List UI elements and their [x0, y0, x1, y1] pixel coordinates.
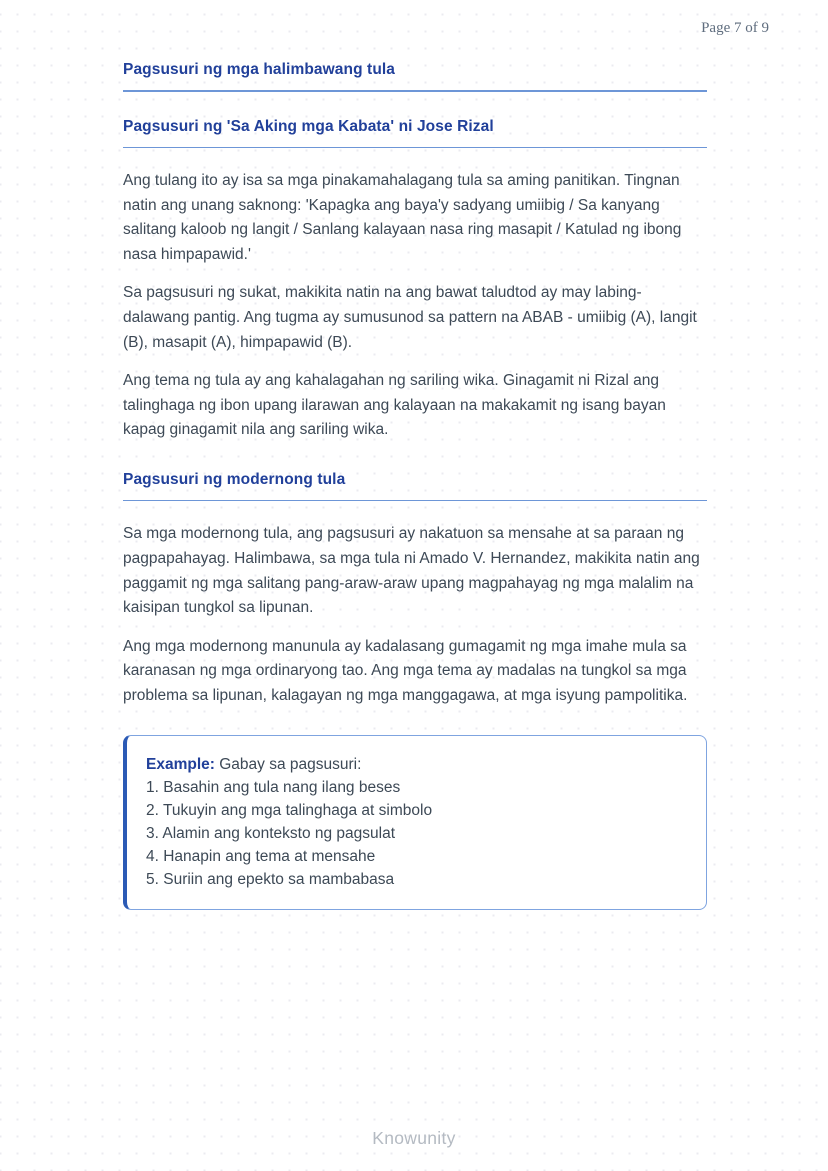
example-list-item: 5. Suriin ang epekto sa mambabasa: [146, 870, 395, 888]
section-heading-sa-aking-mga-kabata: Pagsusuri ng 'Sa Aking mga Kabata' ni Jose Rizal: [123, 117, 494, 135]
paragraph-modern-manunula: Ang mga modernong manunula ay kadalasang gumagamit ng mga imahe mula sa karanasan ng mga ordinaryong tao. Ang mga tema ay madalas na tungkol sa mga problema sa lipunan, kalagayan ng mga manggagawa, at mga isyung pampolitika.: [123, 637, 688, 704]
paragraph-rizal-tema: Ang tema ng tula ay ang kahalagahan ng sariling wika. Ginagamit ni Rizal ang talinghaga ng ibon upang ilarawan ang kalayaan na makakamit ng isang bayan kapag ginagamit nila ang sariling wika.: [123, 372, 666, 439]
example-list-item: 1. Basahin ang tula nang ilang beses: [146, 778, 401, 796]
page-number: Page 7 of 9: [701, 20, 769, 36]
example-list-item: 3. Alamin ang konteksto ng pagsulat: [146, 824, 396, 842]
footer-brand: Knowunity: [372, 1128, 456, 1148]
heading-rule: [123, 147, 707, 149]
document-content: [123, 0, 707, 910]
section-heading-modernong-tula: Pagsusuri ng modernong tula: [123, 470, 346, 488]
paragraph-rizal-intro: Ang tulang ito ay isa sa mga pinakamahalagang tula sa aming panitikan. Tingnan natin ang unang saknong: 'Kapagka ang baya'y sadyang umiibig / Sa kanyang salitang kaloob ng langit / Sanlang kalayaan nasa ring masapit / Katulad ng ibong nasa himpapawid.': [123, 172, 682, 263]
example-label: Example:: [146, 755, 215, 773]
example-list-item: 2. Tukuyin ang mga talinghaga at simbolo: [146, 801, 433, 819]
example-intro: Gabay sa pagsusuri:: [214, 755, 362, 773]
example-box-header: [146, 753, 686, 776]
heading-rule: [123, 90, 707, 92]
example-list-item: 4. Hanapin ang tema at mensahe: [146, 847, 376, 865]
paragraph-rizal-sukat: Sa pagsusuri ng sukat, makikita natin na ang bawat taludtod ay may labing-dalawang pantig. Ang tugma ay sumusunod sa pattern na ABAB - umiibig (A), langit (B), masapit (A), himpapawid (B).: [123, 284, 697, 351]
section-heading-halimbawang-tula: Pagsusuri ng mga halimbawang tula: [123, 61, 396, 78]
example-box: [123, 735, 707, 910]
paragraph-modern-intro: Sa mga modernong tula, ang pagsusuri ay nakatuon sa mensahe at sa paraan ng pagpapahayag. Halimbawa, sa mga tula ni Amado V. Hernandez, makikita natin ang paggamit ng mga salitang pang-araw-araw upang magpahayag ng mga malalim na kaisipan tungkol sa lipunan.: [123, 525, 700, 617]
heading-rule: [123, 500, 707, 502]
